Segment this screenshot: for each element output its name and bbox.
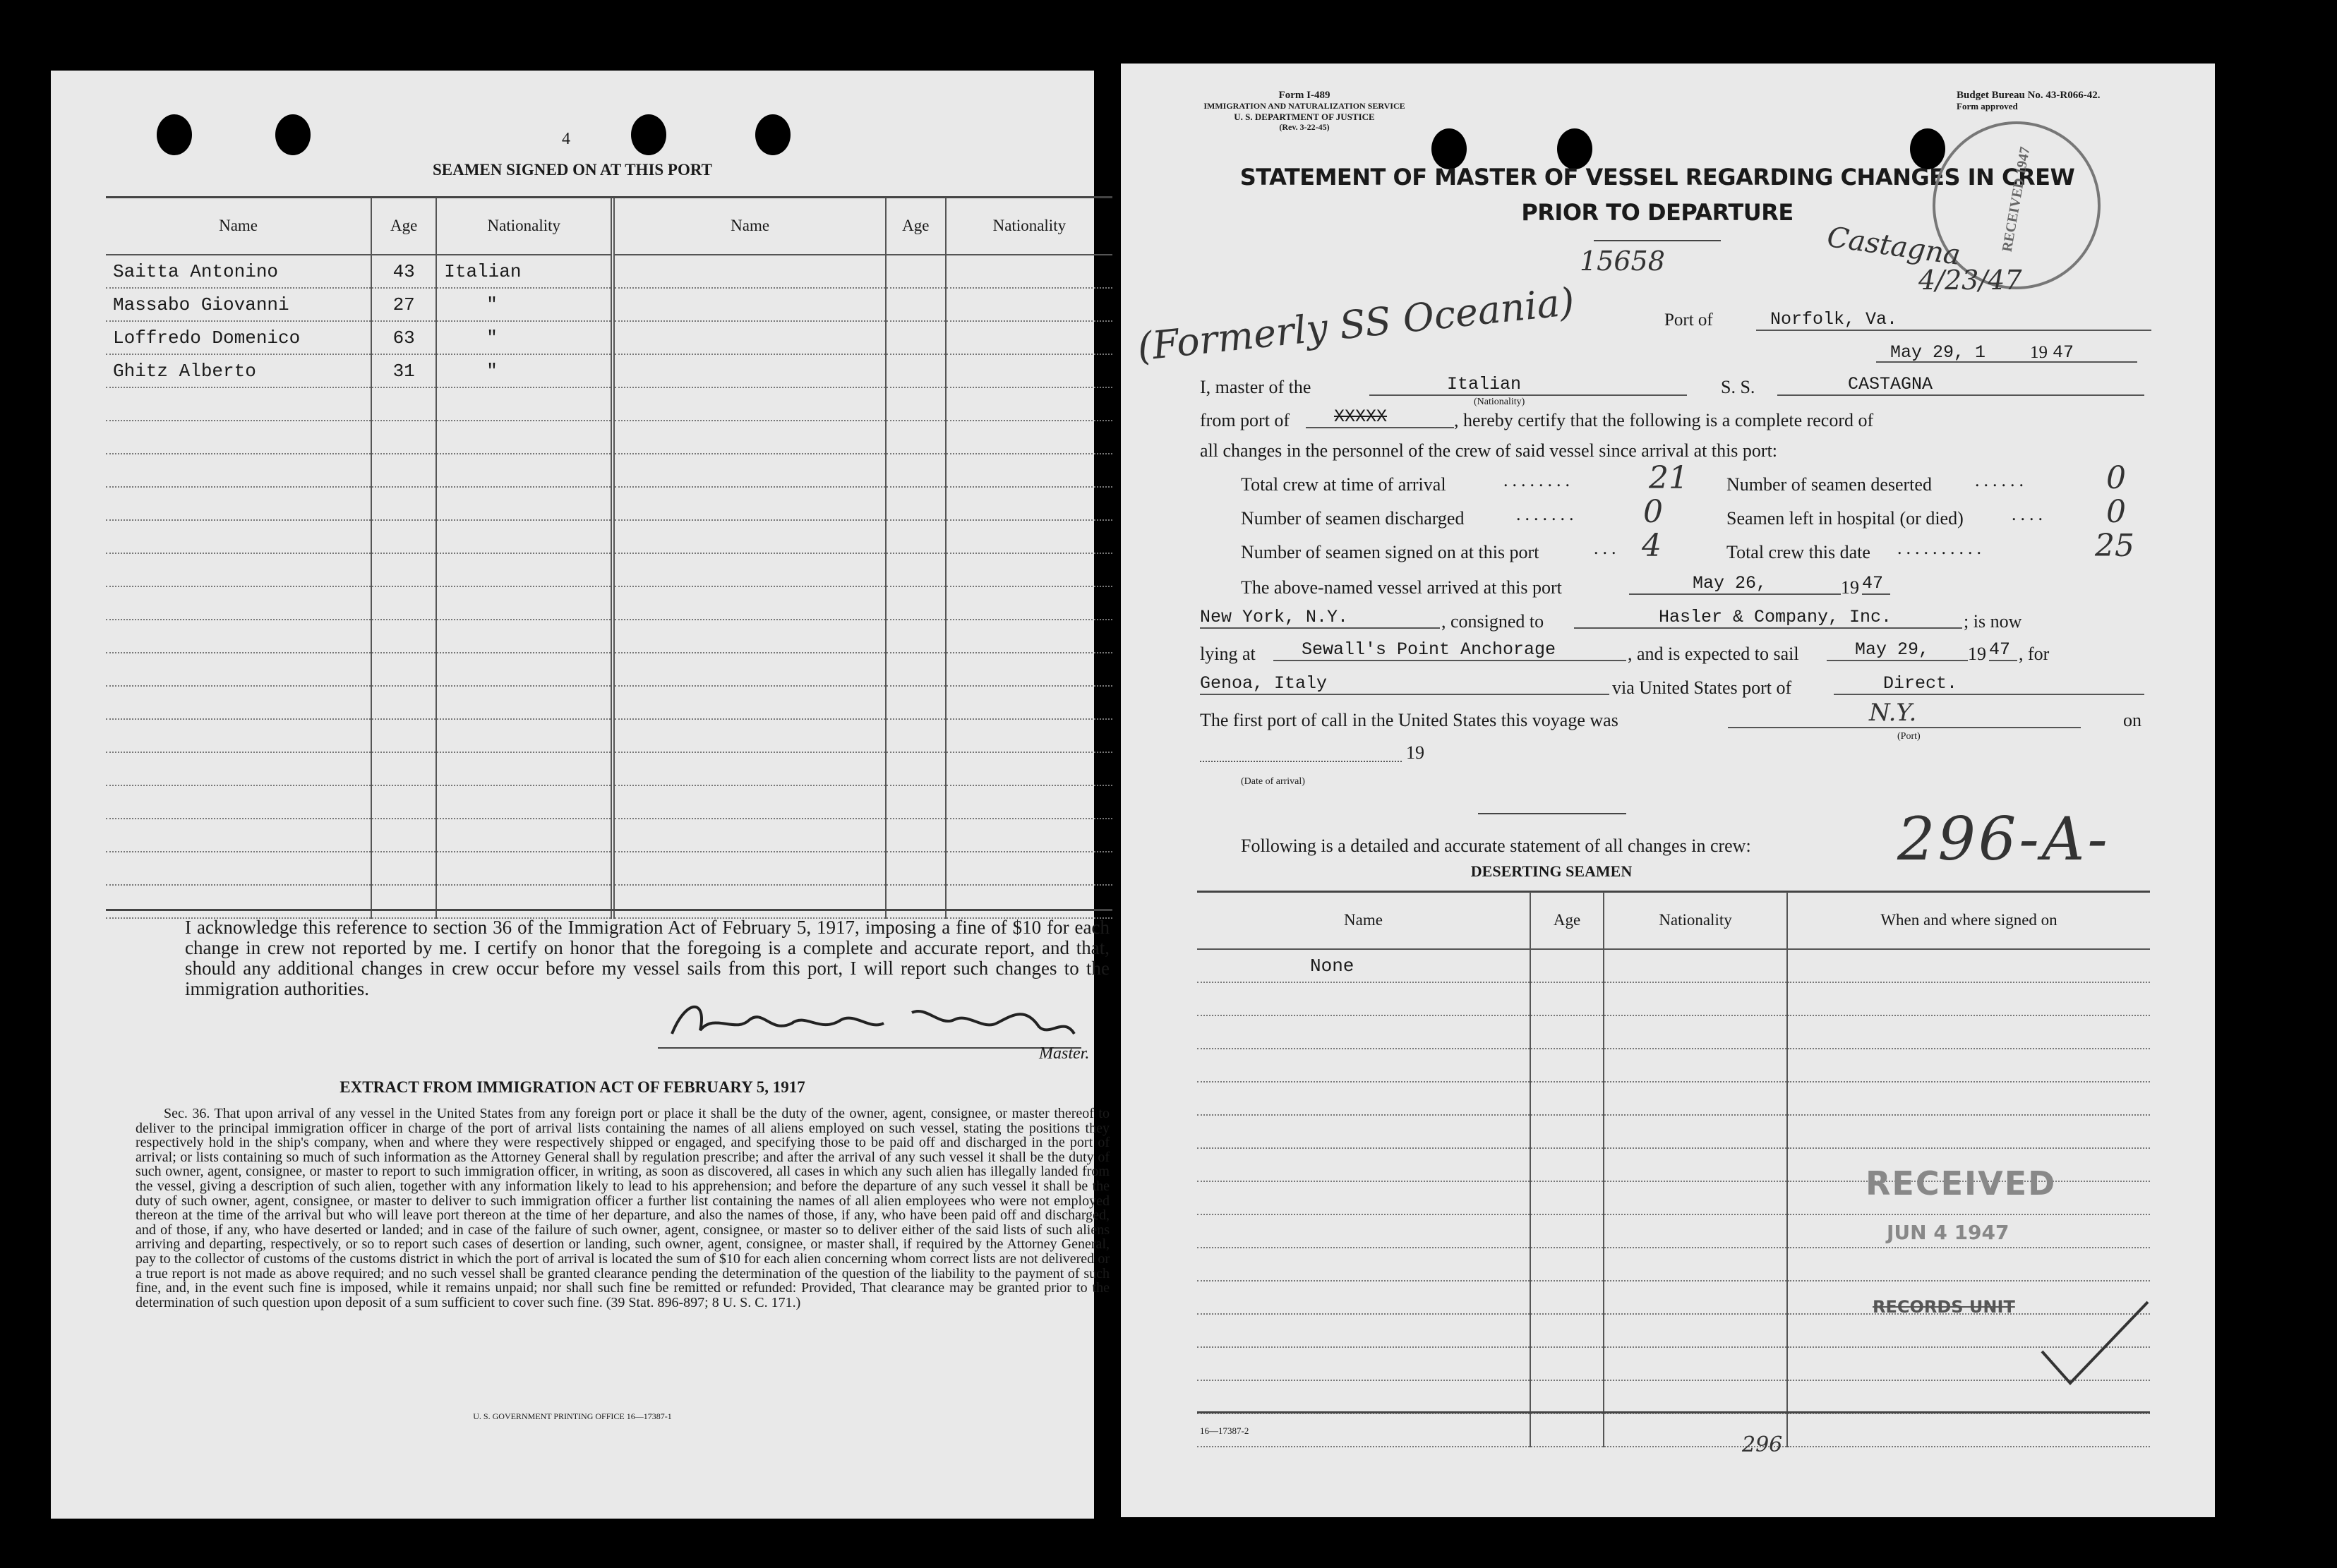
empty-row [106, 852, 1112, 885]
table-row [1197, 949, 2150, 982]
column-header: Name [1197, 892, 1530, 949]
empty-row [106, 421, 1112, 454]
seaman-age: 27 [371, 288, 436, 321]
statement-date: May 29, 1 [1890, 342, 1986, 363]
printer-line: U. S. GOVERNMENT PRINTING OFFICE 16—17387-1 [473, 1411, 672, 1421]
stat-value: 25 [2095, 528, 2134, 564]
column-header: Name [106, 198, 371, 255]
table-row [106, 321, 1112, 354]
empty-row [1197, 1115, 2150, 1148]
empty-row [106, 885, 1112, 918]
sail-year: 47 [1989, 639, 2017, 661]
empty-row [106, 520, 1112, 553]
empty-row [1197, 1314, 2150, 1347]
empty-row [1197, 1015, 2150, 1049]
sail-date: May 29, [1827, 639, 1968, 661]
for-label: , for [2019, 644, 2050, 664]
seaman-age: 63 [371, 321, 436, 354]
section-rule [1478, 813, 1626, 814]
form-title-line2: PRIOR TO DEPARTURE [1521, 199, 1794, 226]
lying-at-label: lying at [1200, 644, 1256, 664]
first-port-value: N.Y. [1728, 699, 2081, 728]
empty-row [106, 785, 1112, 819]
consignee-value: Hasler & Company, Inc. [1574, 607, 1962, 629]
form-number: 16—17387-2 [1200, 1425, 1249, 1436]
seaman-name: Massabo Giovanni [106, 288, 371, 321]
empty-row [1197, 1380, 2150, 1413]
handwritten-vessel: Castagna [1825, 220, 1963, 272]
seaman-nationality: Italian [436, 255, 613, 288]
deserting-title: DESERTING SEAMEN [1470, 862, 1633, 880]
lying-at-value: Sewall's Point Anchorage [1273, 639, 1626, 661]
agency-line: (Rev. 3-22-45) [1279, 122, 1330, 132]
nationality-caption: (Nationality) [1474, 397, 1525, 407]
stat-value: 0 [1643, 494, 1663, 530]
empty-row [106, 454, 1112, 487]
following-label: Following is a detailed and accurate statement of all changes in crew: [1241, 836, 1751, 856]
port-caption: (Port) [1897, 731, 1921, 742]
certify-text: , hereby certify that the following is a complete record of [1454, 410, 1874, 430]
empty-row [106, 752, 1112, 785]
empty-row [106, 586, 1112, 620]
seaman-age: 43 [371, 255, 436, 288]
stat-value: 0 [2106, 460, 2126, 496]
round-stamp-text: RECEIVED 1947 [1999, 145, 2033, 253]
stat-label: Total crew this date [1726, 542, 1870, 562]
from-the-port-value: New York, N.Y. [1200, 607, 1440, 629]
seaman-name: Loffredo Domenico [106, 321, 371, 354]
empty-row [1197, 1248, 2150, 1281]
statement-year: 47 [2053, 342, 2074, 363]
column-header: Nationality [946, 198, 1112, 255]
empty-row [106, 553, 1112, 586]
form-id: Form I-489 [1278, 90, 1330, 101]
empty-row [106, 653, 1112, 686]
seaman-age: 31 [371, 354, 436, 387]
left-page [51, 71, 1110, 1519]
expected-label: , and is expected to sail [1628, 644, 1799, 664]
on-label: on [2123, 710, 2141, 730]
column-header: Age [1530, 892, 1604, 949]
column-header: When and where signed on [1787, 892, 2150, 949]
stat-value: 0 [2106, 494, 2126, 530]
table-row [106, 354, 1112, 387]
certify-text-2: all changes in the personnel of the crew of said vessel since arrival at this port: [1200, 440, 1778, 461]
empty-row [106, 819, 1112, 852]
stat-label: Number of seamen deserted [1726, 474, 1932, 495]
empty-row [106, 487, 1112, 520]
empty-row [106, 719, 1112, 752]
empty-row [1197, 1082, 2150, 1115]
deserting-bottom-rule [1197, 1411, 2150, 1413]
empty-row [1197, 982, 2150, 1015]
right-page: Form I-489 IMMIGRATION AND NATURALIZATION SERVICE U. S. DEPARTMENT OF JUSTICE (Rev. 3-22-45) Budget Bureau No. 43-R066-42. Form approved STATEMENT OF MASTER OF VESSEL REGARDING CHANGES IN CREW PRIOR TO DEPARTURE RECEIVED 1947 15658 Castagna 4/23/47 (Formerly SS Oceania) Port of Norfolk, Va. May 29, 1 19 47 I, master of the Italian (Nationality) S. S. CASTAGNA from port of XXXXX , hereby certify that the following is a complete record of all changes in the personnel of the crew of said vessel since arrival at this port: Total crew at time of arrival ........ 21 Number of seamen deserted ...... 0 Number of seamen discharged ....... 0 Seamen left in hospital (or died) .... 0 Number of seamen signed on at this port ... 4 Total crew this date .......... 25 The above-named vessel arrived at this port May 26, 19 47 New York, N.Y. , consigned to Hasler & Company, Inc. ; is now lying at Sewall's Point Anchorage , and is expected to sail May 29, 19 47 , for Genoa, Italy via United States port of Direct. The first port of call in the United States this voyage was N.Y. (Port) on 19 (Date of arrival) Following is a detailed and accurate statement of all changes in crew: 296-A- DESERTING SEAMEN Name Age Nationality When and where signed on None RECEIVED JUN 4 1947 RECORDS UNIT 16—17387-2 296 [1121, 64, 2215, 1517]
punch-hole [631, 114, 666, 155]
arrived-year: 47 [1862, 573, 1890, 595]
handwritten-date: 4/23/47 [1918, 265, 2022, 296]
agency-line: IMMIGRATION AND NATURALIZATION SERVICE [1203, 101, 1405, 111]
deserting-name: None [1197, 949, 1530, 982]
seaman-nationality: " [436, 288, 613, 321]
first-port-label: The first port of call in the United States this voyage was [1200, 710, 1618, 730]
stat-label: Seamen left in hospital (or died) [1726, 508, 1964, 529]
via-port-value: Direct. [1834, 673, 2144, 695]
punch-hole [755, 114, 791, 155]
records-unit-stamp: RECORDS UNIT [1873, 1297, 2015, 1317]
empty-row [1197, 1347, 2150, 1380]
stat-label: Number of seamen signed on at this port [1241, 542, 1539, 562]
port-label: Port of [1664, 310, 1713, 330]
page-number: 4 [562, 130, 570, 148]
handwritten-file-number: 296-A- [1897, 804, 2110, 874]
arrival-date-rule [1200, 761, 1402, 762]
received-stamp-date: JUN 4 1947 [1887, 1221, 2009, 1244]
budget-line: Budget Bureau No. 43-R066-42. [1957, 90, 2101, 101]
column-header: Nationality [1604, 892, 1787, 949]
stat-value: 21 [1649, 460, 1688, 496]
signed-on-title: SEAMEN SIGNED ON AT THIS PORT [432, 161, 713, 179]
port-value: Norfolk, Va. [1756, 309, 2151, 331]
consigned-label: , consigned to [1441, 611, 1544, 632]
table-row [106, 255, 1112, 288]
master-caption: Master. [1039, 1044, 1090, 1063]
seaman-name: Saitta Antonino [106, 255, 371, 288]
empty-row [106, 387, 1112, 421]
arrived-label: The above-named vessel arrived at this port [1241, 577, 1562, 598]
table-header-row [106, 198, 1112, 255]
table-header-row [1197, 892, 2150, 949]
is-now-label: ; is now [1964, 611, 2022, 632]
extract-text [136, 1106, 1110, 1310]
punch-hole [157, 114, 192, 155]
form-title-line1: STATEMENT OF MASTER OF VESSEL REGARDING CHANGES IN CREW [1239, 164, 2075, 191]
from-port-label: from port of [1200, 410, 1290, 430]
signed-on-table [106, 198, 1112, 919]
date-of-arrival-caption: (Date of arrival) [1241, 776, 1305, 787]
vessel-name: CASTAGNA [1777, 374, 2144, 396]
empty-row [1197, 1049, 2150, 1082]
check-mark [2035, 1295, 2155, 1394]
table-bottom-rule [106, 909, 1112, 911]
extract-title: EXTRACT FROM IMMIGRATION ACT OF FEBRUARY 5, 1917 [340, 1078, 805, 1096]
extract-paragraph: Sec. 36. That upon arrival of any vessel in the United States from any foreign port or place it shall be the duty of the owner, agent, consignee, or master thereof to deliver to the principal immigration officer in charge of the port of arrival lists containing the names of all aliens employed on such vessel, stating the positions they respectively hold in the ship's company, when and where they were respectively shipped or engaged, and specifying those to be paid off and discharged in the port of arrival; or lists containing so much of such information as the Attorney General shall by regulation prescribe; and after the arrival of any such vessel it shall be the duty of such owner, agent, consignee, or master to report to such immigration officer, in writing, as soon as discovered, all cases in which any such alien has illegally landed from the vessel, giving a description of such alien, together with any information likely to lead to his apprehension; and before the departure of any such vessel it shall be the duty of such owner, agent, consignee, or master to deliver to such immigration officer a further list containing the names of all alien employees who were not employed thereon at the time of the arrival but who will leave port thereon at the time of her departure, and also the names of those, if any, who have been paid off and discharged, and of those, if any, who have deserted or landed; and in case of the failure of such owner, agent, consignee, or master so to deliver either of the said lists of such aliens arriving and departing, respectively, or so to report such cases of desertion or landing, such owner, agent, consignee, or master shall, if required by the Attorney General, pay to the collector of customs of the customs district in which the port of arrival is located the sum of $10 for each alien concerning whom correct lists are not delivered or a true report is not made as above required; and no such vessel shall be granted clearance pending the determination of the question of the liability to the payment of such fine, and, in the event such fine is imposed, while it remains unpaid; nor shall such fine be remitted or refunded: Provided, That clearance may be granted prior to the determination of such question upon deposit of a sum sufficient to cover such fine. (39 Stat. 896-897; 8 U. S. C. 171.) [136, 1106, 1110, 1310]
page-mark: 296 [1742, 1433, 1783, 1457]
column-header: Age [886, 198, 946, 255]
column-header: Nationality [436, 198, 613, 255]
master-nationality: Italian [1369, 374, 1687, 396]
destination-value: Genoa, Italy [1200, 673, 1609, 695]
received-stamp: RECEIVED [1866, 1164, 2057, 1202]
agency-line: U. S. DEPARTMENT OF JUSTICE [1234, 111, 1375, 122]
date-rule [1876, 361, 2137, 363]
title-rule [1594, 240, 1721, 241]
column-header: Name [613, 198, 886, 255]
handwritten-note: (Formerly SS Oceania) [1135, 279, 1577, 370]
via-label: via United States port of [1612, 677, 1792, 698]
budget-header [1957, 90, 2100, 111]
stat-value: 4 [1642, 528, 1662, 564]
master-of-label: I, master of the [1200, 377, 1311, 397]
year-prefix: 19 [1406, 742, 1424, 763]
column-header: Age [371, 198, 436, 255]
punch-hole [275, 114, 311, 155]
stat-label: Number of seamen discharged [1241, 508, 1465, 529]
empty-row [106, 686, 1112, 719]
empty-row [106, 620, 1112, 653]
empty-row [1197, 1413, 2150, 1447]
form-header [1163, 90, 1446, 133]
ss-label: S. S. [1721, 377, 1755, 397]
seaman-name: Ghitz Alberto [106, 354, 371, 387]
seaman-nationality: " [436, 354, 613, 387]
arrived-date: May 26, [1629, 573, 1841, 595]
stat-label: Total crew at time of arrival [1241, 474, 1446, 495]
from-port-value: XXXXX [1306, 406, 1454, 428]
handwritten-number: 15658 [1580, 246, 1665, 277]
seaman-nationality: " [436, 321, 613, 354]
table-row [106, 288, 1112, 321]
acknowledgment-text: I acknowledge this reference to section 36 of the Immigration Act of February 5, 1917, imposing a fine of $10 for each change in crew not reported by me. I certify on honor that the foregoing is a complete and accurate report, and that, should any additional changes in crew occur before my vessel sails from this port, I will report such changes to the immigration authorities. [185, 917, 1110, 999]
budget-line: Form approved [1957, 101, 2018, 111]
